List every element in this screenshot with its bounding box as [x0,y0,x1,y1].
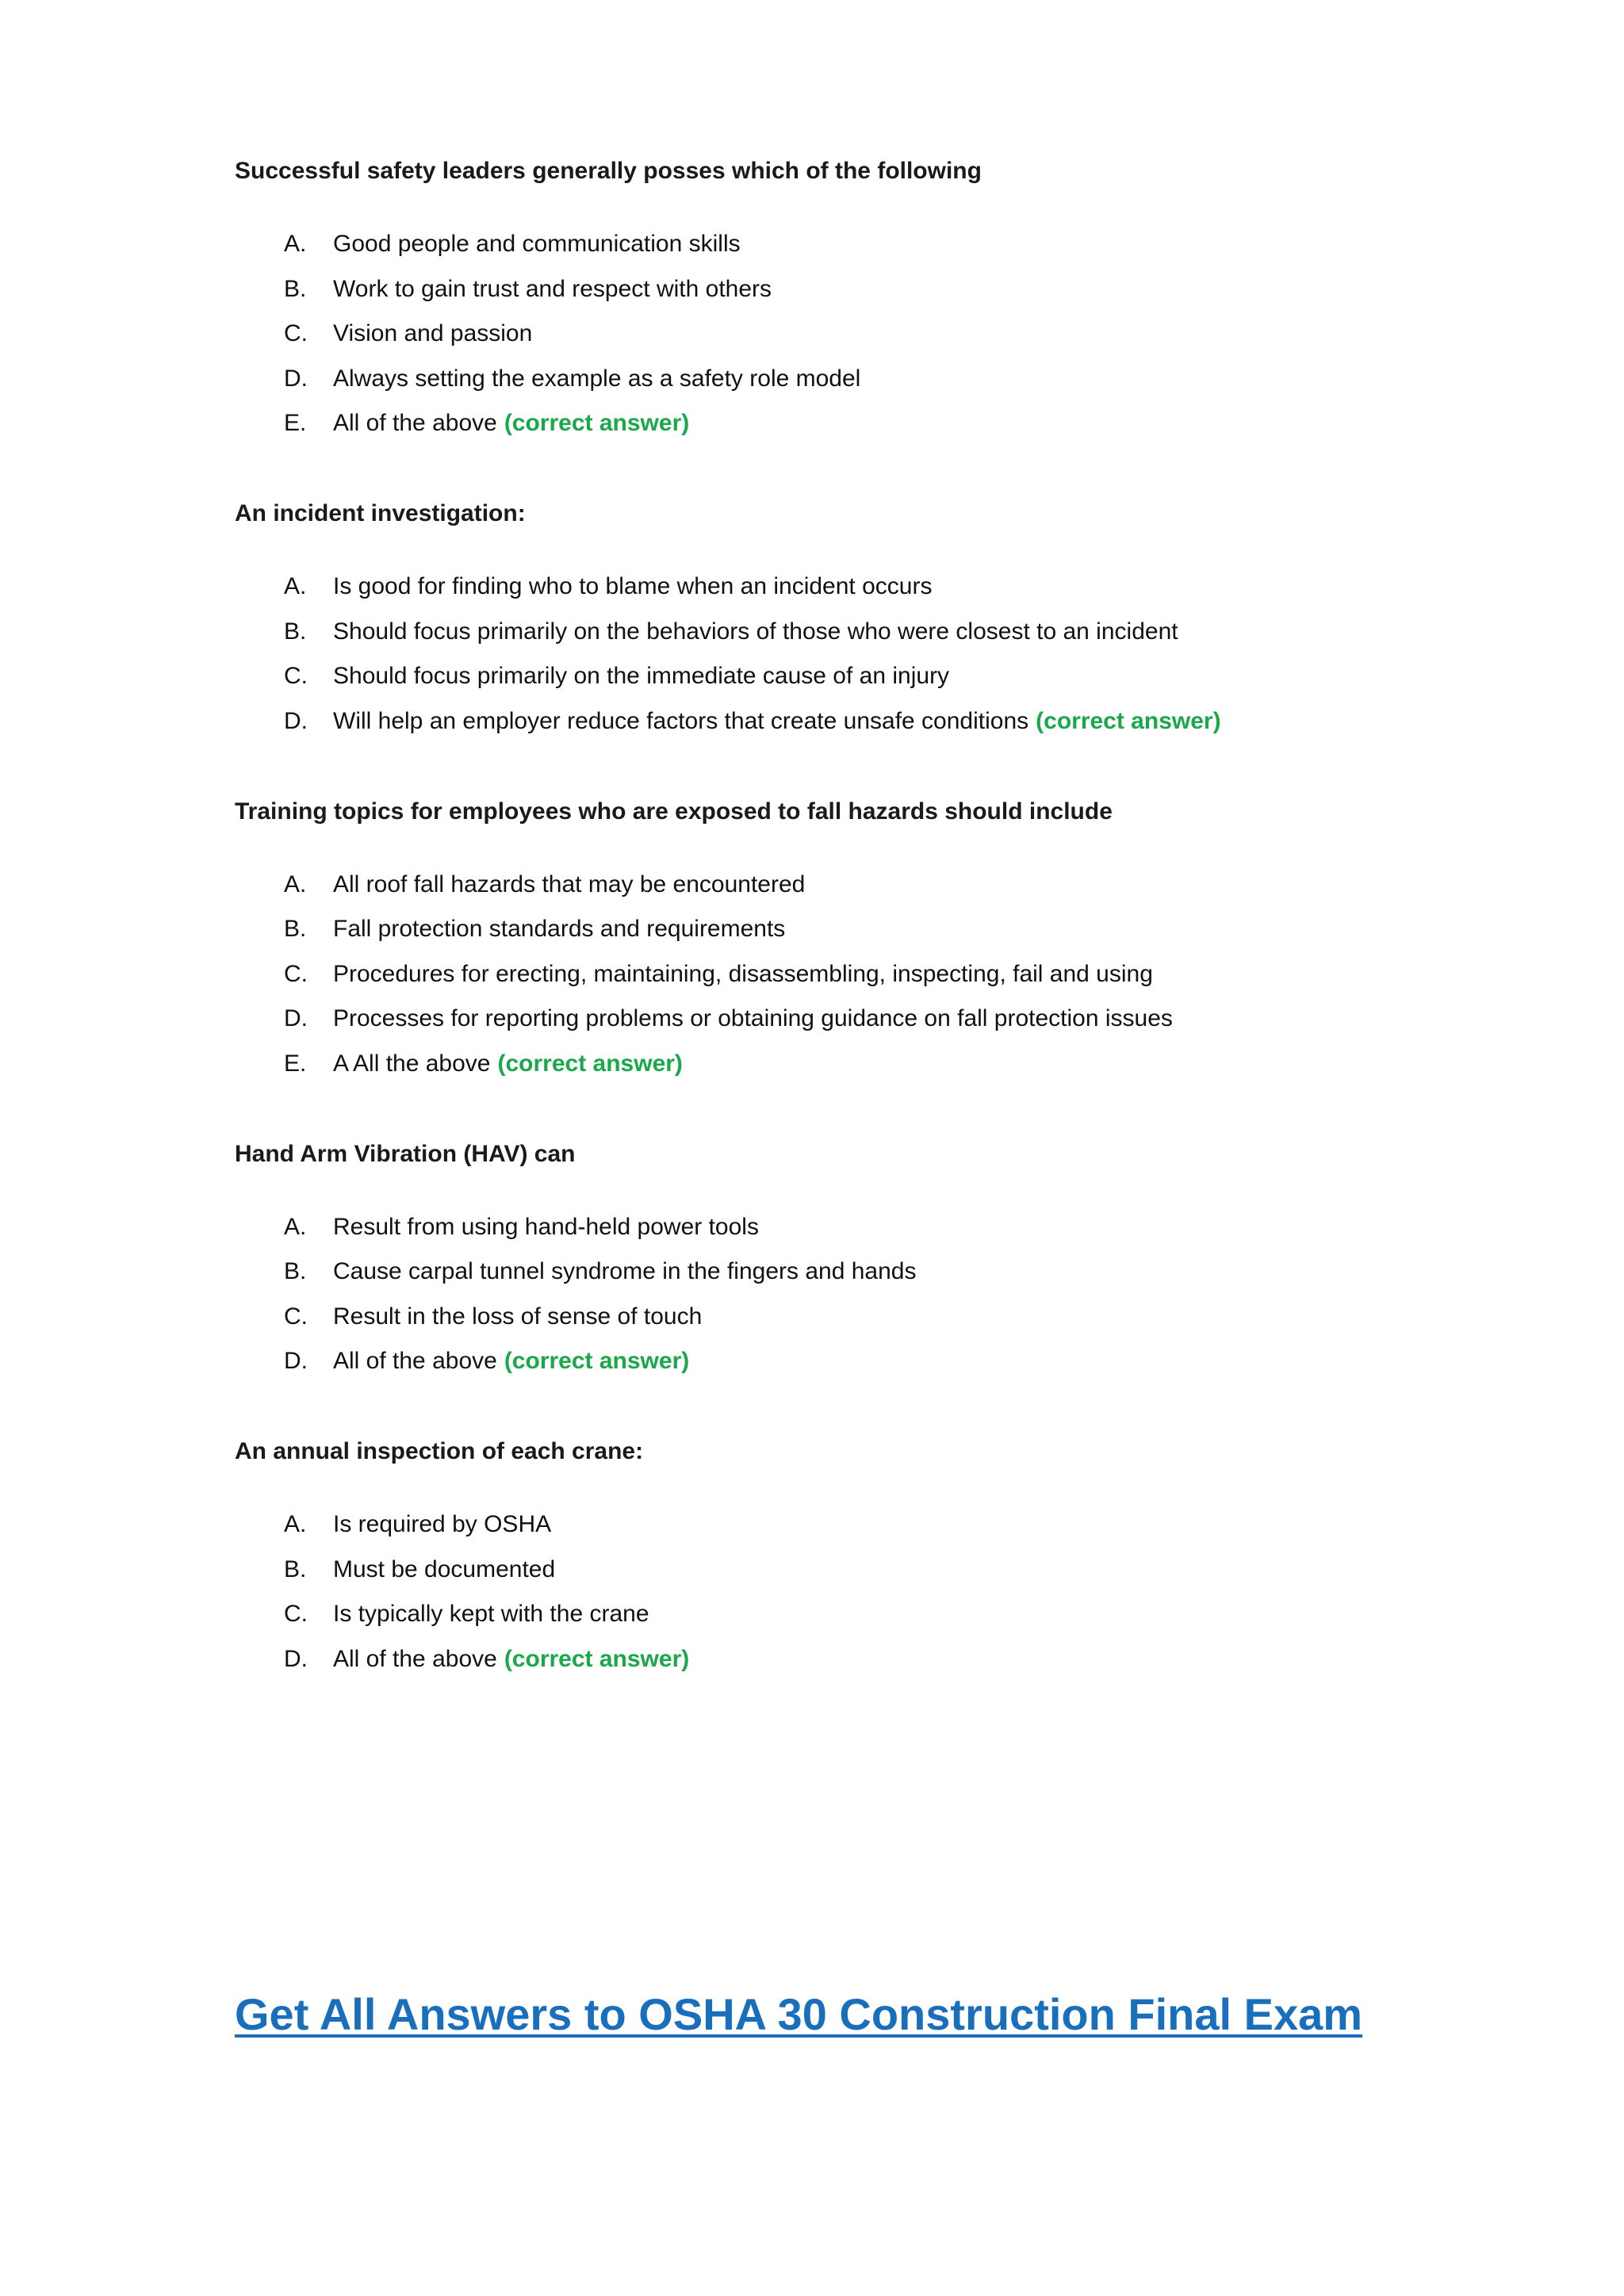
option-letter: A. [284,1511,307,1537]
option-letter: C. [284,1601,308,1627]
correct-answer-marker: (correct answer) [1036,707,1221,734]
answer-option [235,228,1424,260]
answer-options [235,228,1424,439]
answer-option [235,1003,1424,1035]
answer-option-correct [235,408,1424,439]
answer-option [235,1256,1424,1288]
answer-option [235,274,1424,305]
question-title: Hand Arm Vibration (HAV) can [235,1140,576,1167]
question-1 [235,155,1424,439]
option-letter: B. [284,275,307,302]
answer-option-correct [235,1644,1424,1675]
answer-option [235,1211,1424,1243]
answer-option [235,1301,1424,1333]
get-all-answers-link[interactable]: Get All Answers to OSHA 30 Construction Final Exam [235,1989,1363,2039]
correct-answer-marker: (correct answer) [504,1348,690,1374]
correct-answer-marker: (correct answer) [504,1645,690,1672]
answer-options [235,1509,1424,1675]
option-text: Vision and passion [333,320,533,346]
option-letter: C. [284,960,308,987]
correct-answer-marker: (correct answer) [497,1050,683,1077]
quiz-content [235,155,1424,1734]
answer-options [235,869,1424,1080]
option-letter: A. [284,573,307,599]
option-text: Work to gain trust and respect with others [333,275,772,302]
option-text: Is required by OSHA [333,1511,552,1537]
option-letter: E. [284,410,307,436]
option-text: Is good for finding who to blame when an incident occurs [333,573,933,599]
answer-option [235,1554,1424,1586]
option-text: All of the above [333,1348,497,1374]
option-text: Result in the loss of sense of touch [333,1303,703,1330]
option-text: Processes for reporting problems or obtaining guidance on fall protection issues [333,1005,1173,1031]
option-text: Fall protection standards and requirements [333,916,786,942]
answer-option-correct [235,706,1424,737]
option-letter: D. [284,1005,308,1031]
option-text: Result from using hand-held power tools [333,1213,759,1240]
question-2 [235,498,1424,737]
option-letter: B. [284,1258,307,1284]
answer-option [235,318,1424,350]
option-text: Must be documented [333,1556,556,1582]
question-title: An incident investigation: [235,500,526,526]
option-letter: B. [284,916,307,942]
option-text: All roof fall hazards that may be encountered [333,871,806,897]
answer-option [235,616,1424,648]
option-text: Procedures for erecting, maintaining, disassembling, inspecting, fail and using [333,960,1153,987]
option-letter: E. [284,1050,307,1077]
option-letter: D. [284,707,308,734]
answer-option [235,1509,1424,1540]
option-text: A All the above [333,1050,491,1077]
option-text: Should focus primarily on the immediate cause of an injury [333,663,950,689]
answer-option [235,869,1424,901]
option-text: Good people and communication skills [333,231,741,257]
option-letter: C. [284,1303,308,1330]
question-5 [235,1436,1424,1675]
option-letter: A. [284,871,307,897]
option-letter: D. [284,1645,308,1672]
answer-option [235,363,1424,395]
option-letter: D. [284,365,308,392]
answer-option [235,959,1424,990]
option-letter: B. [284,618,307,645]
option-text: Cause carpal tunnel syndrome in the fingers and hands [333,1258,917,1284]
option-text: All of the above [333,410,497,436]
question-title: Training topics for employees who are exposed to fall hazards should include [235,798,1113,825]
option-text: All of the above [333,1645,497,1672]
option-text: Should focus primarily on the behaviors of those who were closest to an incident [333,618,1178,645]
answer-option [235,571,1424,603]
question-4 [235,1138,1424,1378]
option-letter: C. [284,663,308,689]
question-title: Successful safety leaders generally posses which of the following [235,158,982,184]
option-text: Is typically kept with the crane [333,1601,649,1627]
answer-option-correct [235,1048,1424,1080]
correct-answer-marker: (correct answer) [504,410,690,436]
answer-option [235,913,1424,945]
answer-option [235,1598,1424,1630]
option-letter: D. [284,1348,308,1374]
question-title: An annual inspection of each crane: [235,1438,644,1464]
option-text: Will help an employer reduce factors that create unsafe conditions [333,707,1029,734]
option-letter: B. [284,1556,307,1582]
option-letter: A. [284,231,307,257]
answer-option-correct [235,1345,1424,1377]
option-letter: A. [284,1213,307,1240]
option-letter: C. [284,320,308,346]
option-text: Always setting the example as a safety role model [333,365,861,392]
answer-options [235,571,1424,737]
answer-options [235,1211,1424,1378]
answer-option [235,660,1424,692]
question-3 [235,796,1424,1080]
